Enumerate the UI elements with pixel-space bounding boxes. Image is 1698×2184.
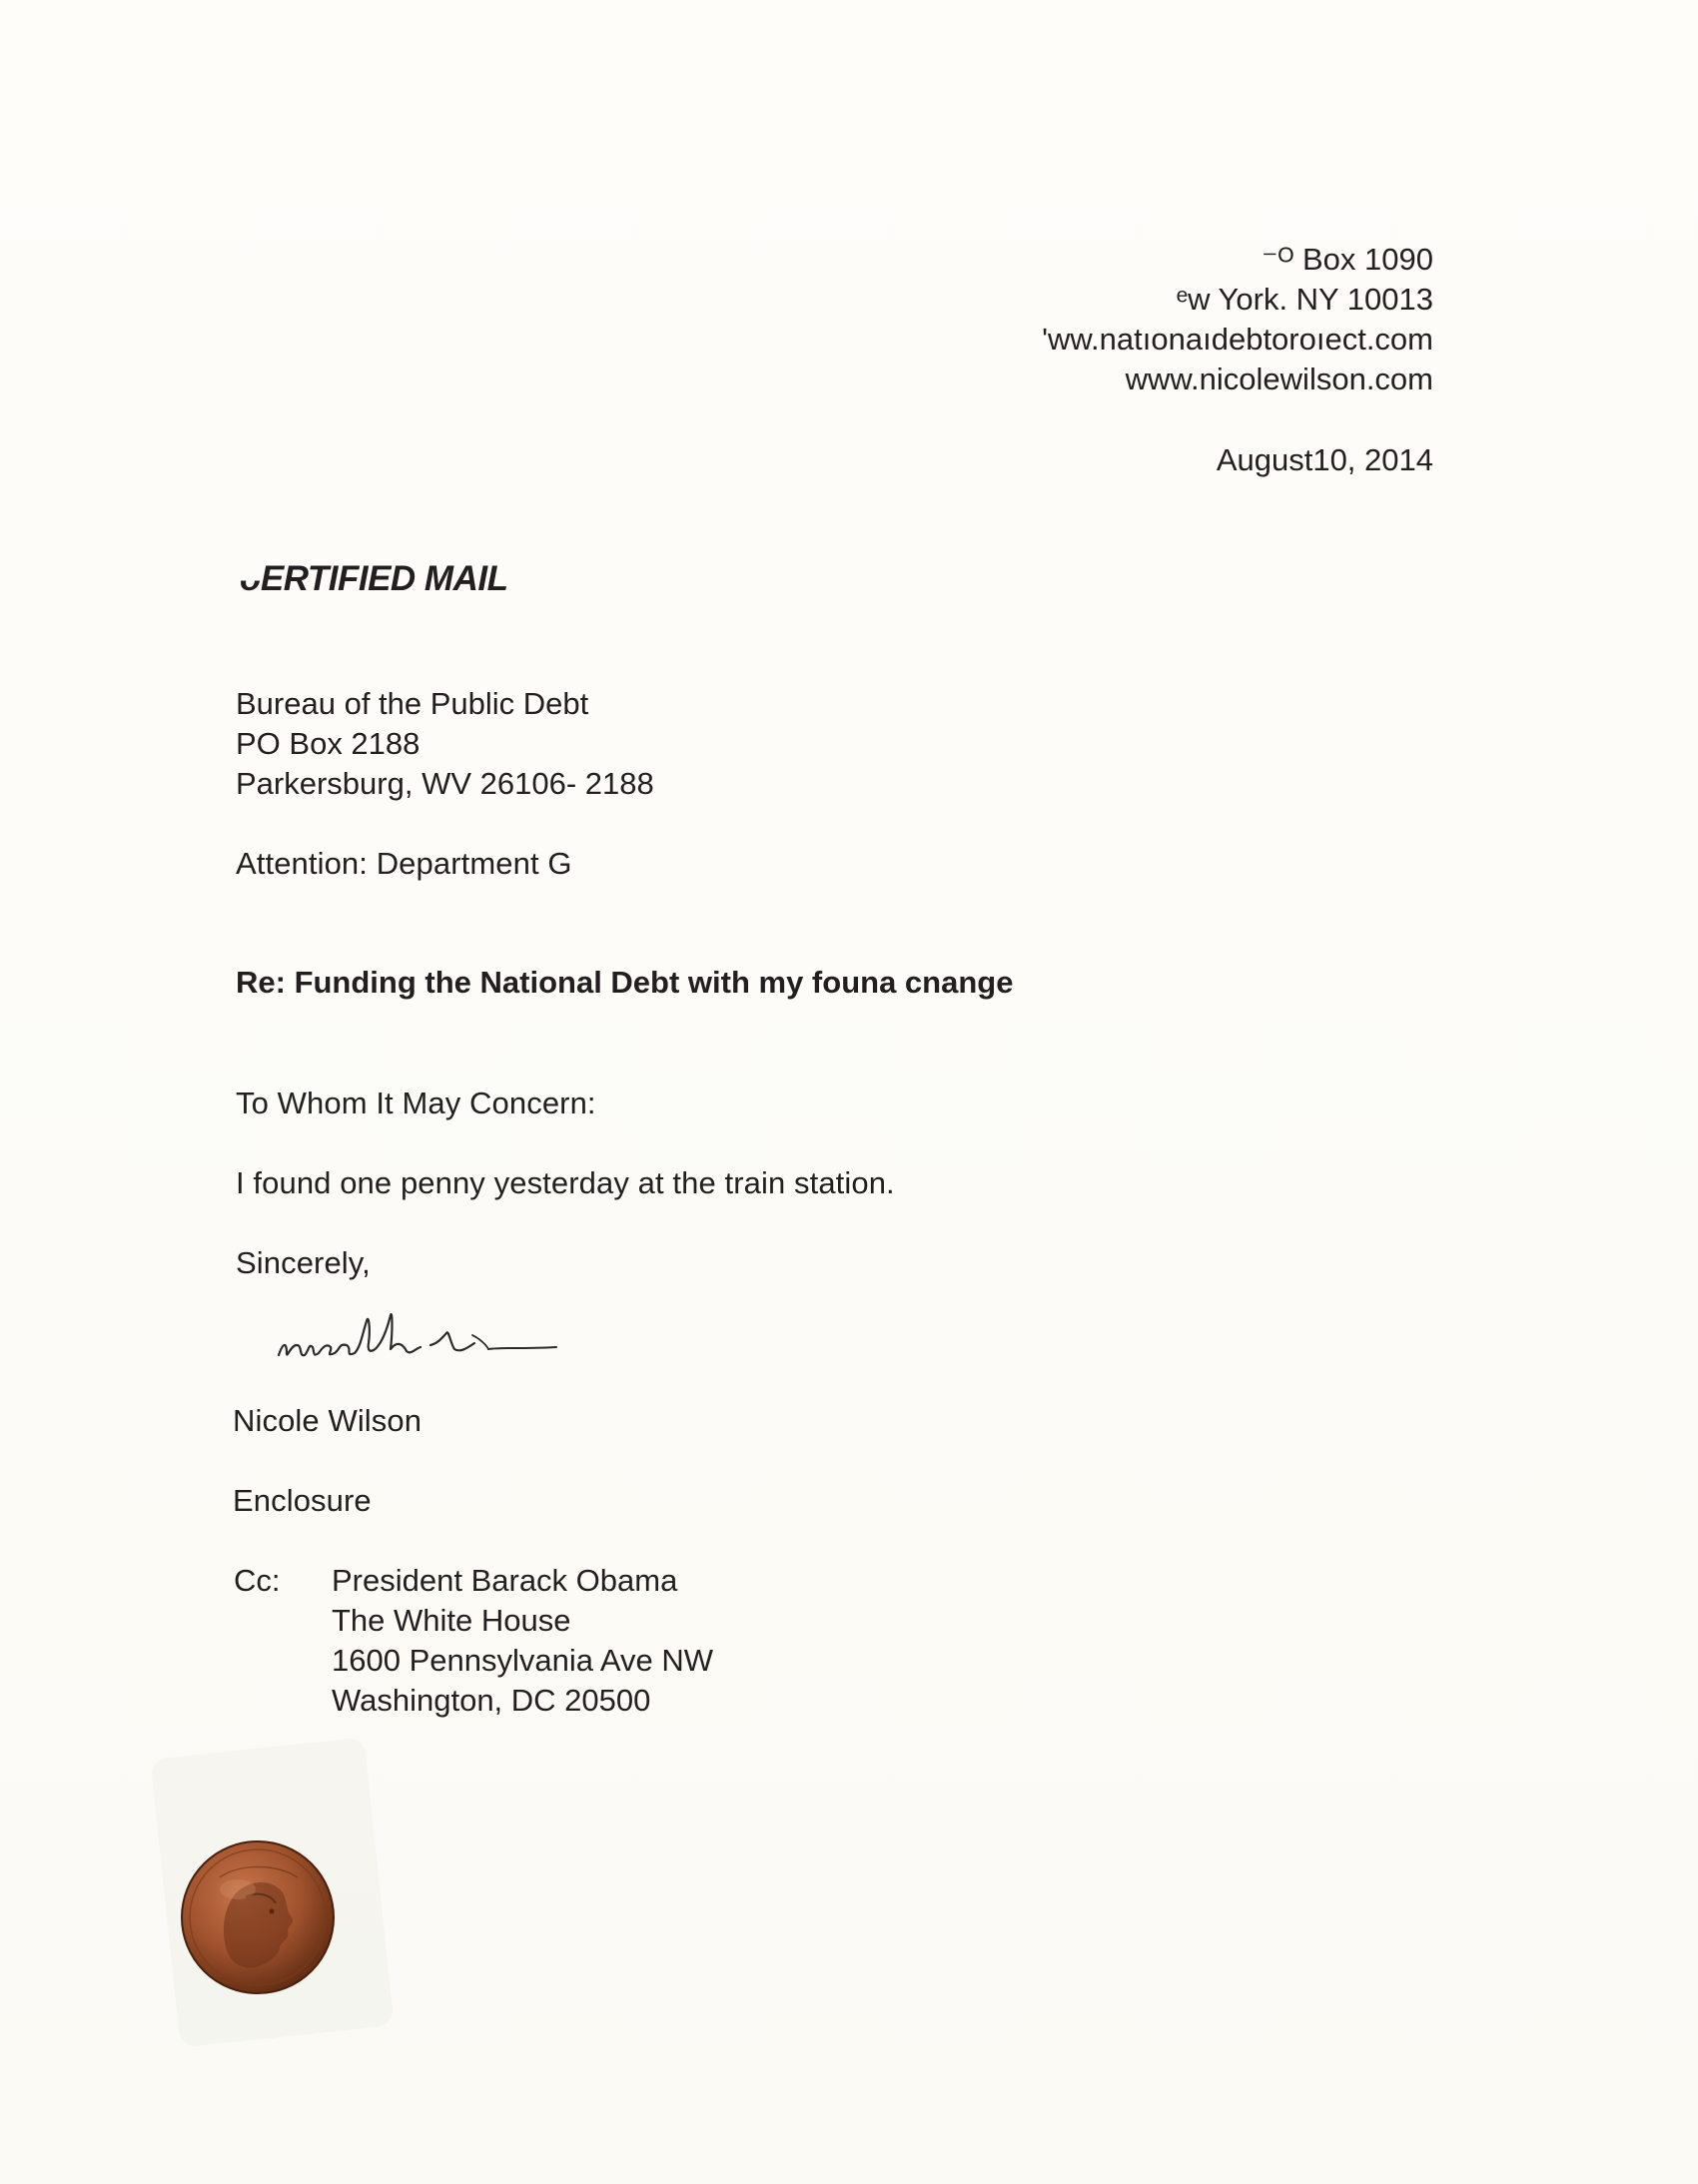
sender-address-block [1042, 240, 1433, 399]
recipient-line-1: Bureau of the Public Debt [236, 686, 589, 721]
recipient-line-2: PO Box 2188 [236, 726, 421, 761]
recipient-line-3: Parkersburg, WV 26106- 2188 [236, 766, 654, 801]
sender-website-1[interactable]: ʹww.natıonaıdebtoroıect.com [1042, 322, 1433, 357]
cc-line-3: 1600 Pennsylvania Ave NW [332, 1643, 713, 1678]
attention-line: Attention: Department G [236, 846, 572, 881]
certified-mail-heading: ᴗERTIFIED MAIL [240, 559, 508, 598]
enclosure-line: Enclosure [233, 1483, 372, 1518]
cc-line-1: President Barack Obama [332, 1563, 678, 1598]
sender-website-2[interactable]: www.nicolewilson.com [1125, 362, 1433, 396]
letter-date: August10, 2014 [1216, 442, 1433, 477]
sender-po-box: ⁻ᴼ Box 1090 [1262, 242, 1433, 277]
handwritten-signature [275, 1293, 564, 1373]
subject-line: Re: Funding the National Debt with my founa cnange [236, 965, 1014, 1000]
recipient-address-block [236, 684, 654, 804]
salutation: To Whom It May Concern: [236, 1086, 596, 1120]
letter-body: I found one penny yesterday at the train station. [236, 1165, 895, 1200]
cc-label: Cc: [234, 1563, 281, 1598]
cc-address [332, 1561, 713, 1721]
signer-name: Nicole Wilson [233, 1403, 423, 1438]
cc-line-4: Washington, DC 20500 [332, 1683, 651, 1718]
penny-coin-icon [160, 1808, 380, 2027]
closing: Sincerely, [236, 1245, 371, 1280]
sender-city: ᵉw York. NY 10013 [1176, 282, 1433, 317]
cc-line-2: The White House [332, 1603, 571, 1638]
